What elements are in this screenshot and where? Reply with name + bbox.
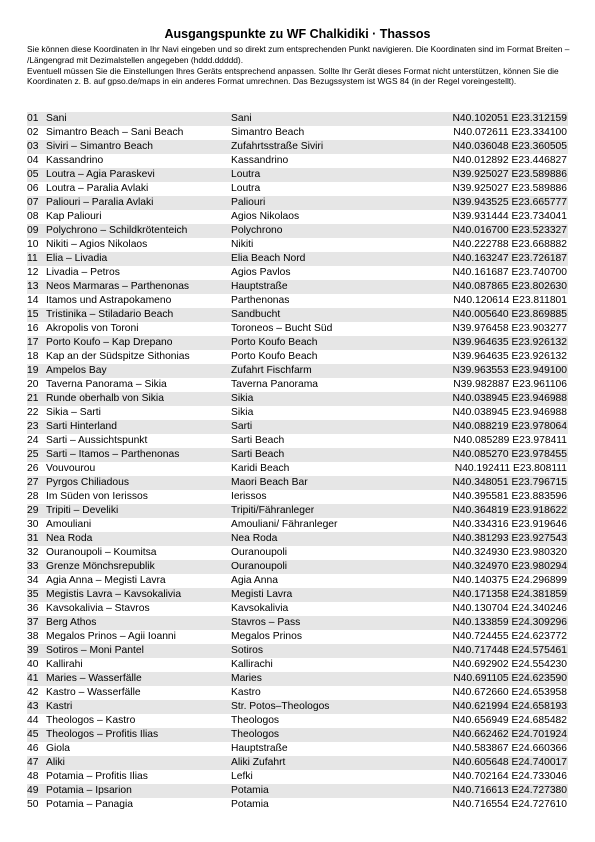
start-point: Sikia — [231, 407, 254, 418]
route-number: 19 — [27, 365, 39, 376]
route-name: Megalos Prinos – Agii Ioanni — [46, 631, 176, 642]
route-name: Ampelos Bay — [46, 365, 107, 376]
route-number: 21 — [27, 393, 39, 404]
start-point: Sarti — [231, 421, 253, 432]
table-row — [27, 252, 568, 266]
gps-coordinates: N40.016700 E23.523327 — [452, 225, 567, 236]
gps-coordinates: N40.381293 E23.927543 — [452, 533, 567, 544]
route-number: 05 — [27, 169, 39, 180]
route-number: 32 — [27, 547, 39, 558]
gps-coordinates: N39.925027 E23.589886 — [452, 169, 567, 180]
intro-paragraph-1: Sie können diese Koordinaten in Ihr Navi eingeben und so direkt zum entsprechenden Punkt navigieren. Die Koordinaten sind im Format Breiten – /Längengrad mit Dezimalstellen angegeben (hddd.ddddd). — [27, 44, 570, 65]
route-name: Potamia – Profitis Ilias — [46, 771, 148, 782]
table-row — [27, 392, 568, 406]
start-point: Kassandrino — [231, 155, 289, 166]
table-row — [27, 350, 568, 364]
route-name: Sani — [46, 113, 67, 124]
route-name: Livadia – Petros — [46, 267, 120, 278]
route-number: 44 — [27, 715, 39, 726]
gps-coordinates: N40.161687 E23.740700 — [452, 267, 567, 278]
gps-coordinates: N40.724455 E24.623772 — [452, 631, 567, 642]
start-point: Karidi Beach — [231, 463, 290, 474]
route-name: Agia Anna – Megisti Lavra — [46, 575, 166, 586]
route-name: Amouliani — [46, 519, 92, 530]
gps-coordinates: N40.717448 E24.575461 — [452, 645, 567, 656]
route-number: 18 — [27, 351, 39, 362]
route-number: 27 — [27, 477, 39, 488]
table-row — [27, 364, 568, 378]
route-name: Megistis Lavra – Kavsokalivia — [46, 589, 182, 600]
gps-coordinates: N39.931444 E23.734041 — [452, 211, 567, 222]
gps-coordinates: N40.102051 E23.312159 — [452, 113, 567, 124]
start-point: Porto Koufo Beach — [231, 351, 318, 362]
start-point: Theologos — [231, 729, 280, 740]
start-point: Sani — [231, 113, 252, 124]
gps-coordinates: N40.656949 E24.685482 — [452, 715, 567, 726]
table-row — [27, 770, 568, 784]
gps-coordinates: N40.692902 E24.554230 — [452, 659, 567, 670]
route-name: Sarti Hinterland — [46, 421, 117, 432]
table-row — [27, 196, 568, 210]
gps-coordinates: N40.133859 E24.309296 — [452, 617, 567, 628]
table-row — [27, 420, 568, 434]
start-point: Kastro — [231, 687, 261, 698]
gps-coordinates: N39.982887 E23.961106 — [453, 379, 567, 390]
route-name: Potamia – Panagia — [46, 799, 134, 810]
start-point: Ouranoupoli — [231, 547, 288, 558]
start-point: Kallirachi — [231, 659, 273, 670]
table-row — [27, 602, 568, 616]
start-point: Nea Roda — [231, 533, 278, 544]
table-row — [27, 210, 568, 224]
gps-coordinates: N40.171358 E24.381859 — [452, 589, 567, 600]
route-name: Polychrono – Schildkrötenteich — [46, 225, 188, 236]
gps-coordinates: N40.364819 E23.918622 — [452, 505, 567, 516]
start-point: Theologos — [231, 715, 280, 726]
start-point: Sikia — [231, 393, 254, 404]
gps-coordinates: N40.140375 E24.296899 — [452, 575, 567, 586]
route-name: Loutra – Agia Paraskevi — [46, 169, 155, 180]
route-name: Sarti – Aussichtspunkt — [46, 435, 148, 446]
table-row — [27, 182, 568, 196]
route-name: Akropolis von Toroni — [46, 323, 139, 334]
route-number: 26 — [27, 463, 39, 474]
table-row — [27, 126, 568, 140]
start-point: Potamia — [231, 785, 269, 796]
gps-coordinates: N40.324930 E23.980320 — [452, 547, 567, 558]
route-number: 38 — [27, 631, 39, 642]
gps-coordinates: N40.583867 E24.660366 — [452, 743, 567, 754]
intro-paragraph-2: Eventuell müssen Sie die Einstellungen Ihres Geräts entsprechend anpassen. Sollte Ihr Gerät dieses Format nicht unterstützen, können Sie die Koordinaten z. B. auf gpso.de/maps in ein anderes Format umrechnen. Das Bezugssystem ist WGS 84 (in der Regel voreingestellt). — [27, 65, 559, 87]
table-row — [27, 168, 568, 182]
table-row — [27, 616, 568, 630]
route-number: 47 — [27, 757, 39, 768]
table-row — [27, 476, 568, 490]
route-number: 12 — [27, 267, 39, 278]
gps-coordinates: N39.964635 E23.926132 — [452, 351, 567, 362]
gps-coordinates: N40.120614 E23.811801 — [453, 295, 567, 306]
gps-coordinates: N39.964635 E23.926132 — [452, 337, 567, 348]
route-number: 40 — [27, 659, 39, 670]
start-point: Paliouri — [231, 197, 266, 208]
route-number: 46 — [27, 743, 39, 754]
gps-coordinates: N39.925027 E23.589886 — [452, 183, 567, 194]
route-name: Theologos – Kastro — [46, 715, 136, 726]
route-name: Aliki — [46, 757, 65, 768]
route-number: 14 — [27, 295, 39, 306]
route-name: Grenze Mönchsrepublik — [46, 561, 155, 572]
start-point: Zufahrt Fischfarm — [231, 365, 312, 376]
start-point: Aliki Zufahrt — [231, 757, 286, 768]
start-point: Ouranoupoli — [231, 561, 288, 572]
route-name: Tristinika – Stiladario Beach — [46, 309, 174, 320]
route-name: Kavsokalivia – Stavros — [46, 603, 150, 614]
table-row — [27, 112, 568, 126]
route-name: Taverna Panorama – Sikia — [46, 379, 167, 390]
start-point: Ierissos — [231, 491, 267, 502]
start-point: Sarti Beach — [231, 435, 285, 446]
table-row — [27, 588, 568, 602]
table-row — [27, 532, 568, 546]
start-point: Zufahrtsstraße Siviri — [231, 141, 324, 152]
route-number: 37 — [27, 617, 39, 628]
route-number: 17 — [27, 337, 39, 348]
gps-coordinates: N39.976458 E23.903277 — [452, 323, 567, 334]
route-name: Sotiros – Moni Pantel — [46, 645, 144, 656]
table-row — [27, 224, 568, 238]
table-row — [27, 518, 568, 532]
table-row — [27, 574, 568, 588]
table-row — [27, 686, 568, 700]
route-name: Kallirahi — [46, 659, 83, 670]
route-number: 31 — [27, 533, 39, 544]
route-number: 03 — [27, 141, 39, 152]
gps-coordinates: N40.691105 E24.623590 — [453, 673, 567, 684]
route-name: Giola — [46, 743, 71, 754]
start-point: Agios Nikolaos — [231, 211, 300, 222]
gps-coordinates: N39.943525 E23.665777 — [452, 197, 567, 208]
start-point: Megalos Prinos — [231, 631, 302, 642]
route-name: Elia – Livadia — [46, 253, 108, 264]
start-point: Parthenonas — [231, 295, 290, 306]
table-row — [27, 140, 568, 154]
route-name: Neos Marmaras – Parthenonas — [46, 281, 190, 292]
gps-coordinates: N40.672660 E24.653958 — [452, 687, 567, 698]
gps-coordinates: N40.088219 E23.978064 — [452, 421, 567, 432]
gps-coordinates: N40.192411 E23.808111 — [454, 463, 567, 474]
table-row — [27, 798, 568, 812]
start-point: Kavsokalivia — [231, 603, 289, 614]
table-row — [27, 728, 568, 742]
route-name: Kap Paliouri — [46, 211, 102, 222]
route-name: Itamos und Astrapokameno — [46, 295, 172, 306]
route-name: Maries – Wasserfälle — [46, 673, 142, 684]
start-point: Sotiros — [231, 645, 264, 656]
start-point: Loutra — [231, 169, 261, 180]
table-row — [27, 644, 568, 658]
start-point: Taverna Panorama — [231, 379, 319, 390]
start-point: Elia Beach Nord — [231, 253, 306, 264]
gps-coordinates: N40.038945 E23.946988 — [452, 393, 567, 404]
route-name: Sarti – Itamos – Parthenonas — [46, 449, 180, 460]
table-row — [27, 560, 568, 574]
route-name: Ouranoupoli – Koumitsa — [46, 547, 157, 558]
table-row — [27, 546, 568, 560]
route-number: 04 — [27, 155, 39, 166]
table-row — [27, 336, 568, 350]
route-name: Porto Koufo – Kap Drepano — [46, 337, 173, 348]
route-number: 24 — [27, 435, 39, 446]
route-name: Sikia – Sarti — [46, 407, 101, 418]
table-row — [27, 434, 568, 448]
route-name: Tripiti – Develiki — [46, 505, 119, 516]
table-row — [27, 672, 568, 686]
route-name: Kap an der Südspitze Sithonias — [46, 351, 190, 362]
table-row — [27, 322, 568, 336]
start-point: Sandbucht — [231, 309, 281, 320]
table-row — [27, 266, 568, 280]
gps-coordinates: N40.348051 E23.796715 — [452, 477, 567, 488]
table-row — [27, 238, 568, 252]
table-row — [27, 658, 568, 672]
route-number: 41 — [27, 673, 39, 684]
route-number: 42 — [27, 687, 39, 698]
route-number: 06 — [27, 183, 39, 194]
table-row — [27, 462, 568, 476]
start-point: Maori Beach Bar — [231, 477, 308, 488]
start-point: Simantro Beach — [231, 127, 305, 138]
table-row — [27, 784, 568, 798]
route-number: 25 — [27, 449, 39, 460]
route-name: Nikiti – Agios Nikolaos — [46, 239, 148, 250]
table-row — [27, 490, 568, 504]
route-number: 34 — [27, 575, 39, 586]
route-number: 33 — [27, 561, 39, 572]
route-name: Simantro Beach – Sani Beach — [46, 127, 184, 138]
table-row — [27, 714, 568, 728]
start-point: Stavros – Pass — [231, 617, 301, 628]
route-number: 28 — [27, 491, 39, 502]
route-number: 13 — [27, 281, 39, 292]
start-point: Porto Koufo Beach — [231, 337, 318, 348]
route-number: 50 — [27, 799, 39, 810]
table-row — [27, 756, 568, 770]
table-row — [27, 294, 568, 308]
start-point: Amouliani/ Fähranleger — [231, 519, 338, 530]
route-name: Kastro – Wasserfälle — [46, 687, 141, 698]
route-number: 07 — [27, 197, 39, 208]
route-number: 48 — [27, 771, 39, 782]
start-point: Str. Potos–Theologos — [231, 701, 330, 712]
start-point: Potamia — [231, 799, 269, 810]
table-row — [27, 308, 568, 322]
table-row — [27, 406, 568, 420]
gps-coordinates: N40.395581 E23.883596 — [452, 491, 567, 502]
intro-text — [27, 44, 572, 87]
gps-coordinates: N40.222788 E23.668882 — [452, 239, 567, 250]
gps-coordinates: N40.662462 E24.701924 — [452, 729, 567, 740]
start-point: Toroneos – Bucht Süd — [231, 323, 333, 334]
gps-coordinates: N40.085270 E23.978455 — [452, 449, 567, 460]
table-row — [27, 448, 568, 462]
route-number: 23 — [27, 421, 39, 432]
gps-coordinates: N40.334316 E23.919646 — [452, 519, 567, 530]
route-number: 01 — [27, 113, 39, 124]
start-point: Megisti Lavra — [231, 589, 293, 600]
route-number: 36 — [27, 603, 39, 614]
gps-coordinates: N40.085289 E23.978411 — [453, 435, 567, 446]
table-row — [27, 742, 568, 756]
table-row — [27, 154, 568, 168]
route-name: Im Süden von Ierissos — [46, 491, 148, 502]
table-row — [27, 700, 568, 714]
gps-coordinates: N40.324970 E23.980294 — [452, 561, 567, 572]
start-point: Maries — [231, 673, 262, 684]
start-point: Loutra — [231, 183, 261, 194]
route-name: Runde oberhalb von Sikia — [46, 393, 164, 404]
gps-coordinates: N40.716554 E24.727610 — [452, 799, 567, 810]
route-name: Vouvourou — [46, 463, 96, 474]
gps-coordinates: N39.963553 E23.949100 — [452, 365, 567, 376]
route-name: Paliouri – Paralia Avlaki — [46, 197, 154, 208]
gps-coordinates: N40.130704 E24.340246 — [452, 603, 567, 614]
start-point: Tripiti/Fähranleger — [231, 505, 315, 516]
route-name: Siviri – Simantro Beach — [46, 141, 154, 152]
gps-coordinates: N40.702164 E24.733046 — [452, 771, 567, 782]
route-number: 43 — [27, 701, 39, 712]
route-name: Kassandrino — [46, 155, 104, 166]
route-number: 15 — [27, 309, 39, 320]
route-number: 11 — [27, 253, 38, 264]
route-name: Pyrgos Chiliadous — [46, 477, 129, 488]
route-number: 35 — [27, 589, 39, 600]
route-number: 22 — [27, 407, 39, 418]
route-number: 20 — [27, 379, 39, 390]
route-number: 29 — [27, 505, 39, 516]
route-name: Nea Roda — [46, 533, 93, 544]
route-number: 39 — [27, 645, 39, 656]
start-point: Sarti Beach — [231, 449, 285, 460]
coordinates-table — [27, 112, 568, 812]
table-row — [27, 280, 568, 294]
gps-coordinates: N40.087865 E23.802630 — [452, 281, 567, 292]
route-name: Kastri — [46, 701, 73, 712]
start-point: Hauptstraße — [231, 281, 288, 292]
route-number: 10 — [27, 239, 39, 250]
route-number: 08 — [27, 211, 39, 222]
route-name: Theologos – Profitis Ilias — [46, 729, 159, 740]
start-point: Polychrono — [231, 225, 283, 236]
table-row — [27, 630, 568, 644]
route-name: Potamia – Ipsarion — [46, 785, 132, 796]
route-number: 45 — [27, 729, 39, 740]
route-name: Berg Athos — [46, 617, 97, 628]
start-point: Lefki — [231, 771, 253, 782]
route-number: 16 — [27, 323, 39, 334]
gps-coordinates: N40.605648 E24.740017 — [452, 757, 567, 768]
route-number: 02 — [27, 127, 39, 138]
table-row — [27, 378, 568, 392]
gps-coordinates: N40.038945 E23.946988 — [452, 407, 567, 418]
start-point: Nikiti — [231, 239, 254, 250]
table-row — [27, 504, 568, 518]
gps-coordinates: N40.716613 E24.727380 — [452, 785, 567, 796]
start-point: Hauptstraße — [231, 743, 288, 754]
route-number: 49 — [27, 785, 39, 796]
gps-coordinates: N40.012892 E23.446827 — [452, 155, 567, 166]
document-title: Ausgangspunkte zu WF Chalkidiki · Thassos — [164, 27, 431, 41]
gps-coordinates: N40.036048 E23.360505 — [452, 141, 567, 152]
route-number: 09 — [27, 225, 39, 236]
gps-coordinates: N40.005640 E23.869885 — [452, 309, 567, 320]
gps-coordinates: N40.163247 E23.726187 — [452, 253, 567, 264]
gps-coordinates: N40.072611 E23.334100 — [453, 127, 567, 138]
gps-coordinates: N40.621994 E24.658193 — [452, 701, 567, 712]
route-number: 30 — [27, 519, 39, 530]
start-point: Agios Pavlos — [231, 267, 291, 278]
start-point: Agia Anna — [231, 575, 278, 586]
route-name: Loutra – Paralia Avlaki — [46, 183, 149, 194]
